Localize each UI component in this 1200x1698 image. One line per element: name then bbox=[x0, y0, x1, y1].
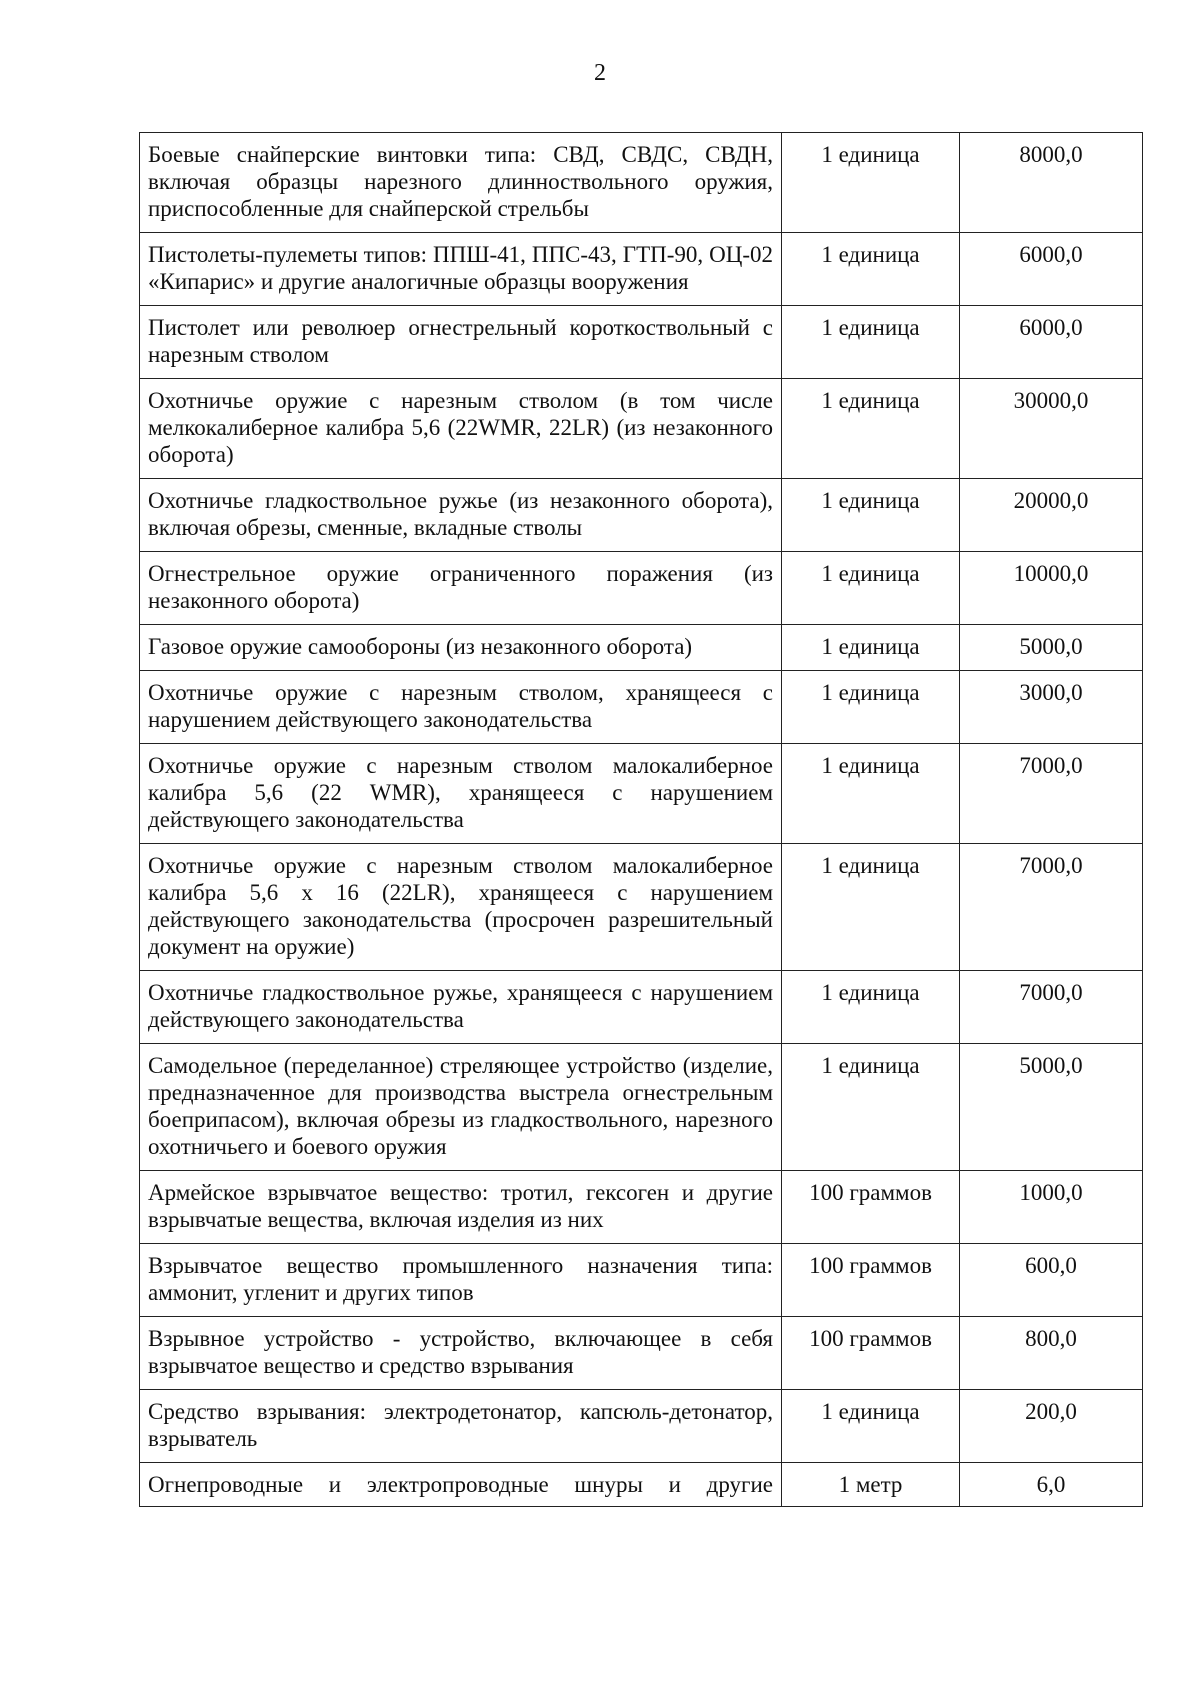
item-name-cell: Охотничье оружие с нарезным стволом малокалиберное калибра 5,6 х 16 (22LR), хранящееся с нарушением действующего законодательства (просрочен разрешительный документ на оружие) bbox=[140, 844, 782, 971]
amount-cell: 5000,0 bbox=[960, 625, 1143, 671]
amount-cell: 7000,0 bbox=[960, 971, 1143, 1044]
unit-cell: 1 единица bbox=[782, 233, 960, 306]
unit-cell: 1 единица bbox=[782, 971, 960, 1044]
unit-cell: 1 единица bbox=[782, 844, 960, 971]
table-row bbox=[140, 479, 1143, 552]
unit-cell: 1 единица bbox=[782, 1390, 960, 1463]
unit-cell: 100 граммов bbox=[782, 1244, 960, 1317]
amount-cell: 30000,0 bbox=[960, 379, 1143, 479]
table-row bbox=[140, 552, 1143, 625]
unit-cell: 1 единица bbox=[782, 671, 960, 744]
amount-cell: 6000,0 bbox=[960, 233, 1143, 306]
table-row bbox=[140, 744, 1143, 844]
table-row bbox=[140, 1171, 1143, 1244]
item-name-cell: Охотничье оружие с нарезным стволом, хранящееся с нарушением действующего законодательства bbox=[140, 671, 782, 744]
amount-cell: 20000,0 bbox=[960, 479, 1143, 552]
item-name-cell: Боевые снайперские винтовки типа: СВД, СВДС, СВДН, включая образцы нарезного длинноствольного оружия, приспособленные для снайперской стрельбы bbox=[140, 133, 782, 233]
amount-cell: 8000,0 bbox=[960, 133, 1143, 233]
table-row bbox=[140, 671, 1143, 744]
table-row bbox=[140, 625, 1143, 671]
item-name-cell: Огнепроводные и электропроводные шнуры и другие bbox=[140, 1463, 782, 1507]
unit-cell: 1 единица bbox=[782, 552, 960, 625]
table-row bbox=[140, 1044, 1143, 1171]
item-name-cell: Самодельное (переделанное) стреляющее устройство (изделие, предназначенное для производства выстрела огнестрельным боеприпасом), включая обрезы из гладкоствольного, нарезного охотничьего и боевого оружия bbox=[140, 1044, 782, 1171]
page-number: 2 bbox=[594, 60, 606, 86]
item-name-cell: Газовое оружие самообороны (из незаконного оборота) bbox=[140, 625, 782, 671]
amount-cell: 200,0 bbox=[960, 1390, 1143, 1463]
table-row bbox=[140, 233, 1143, 306]
table-row bbox=[140, 971, 1143, 1044]
item-name-cell: Пистолет или революер огнестрельный короткоствольный с нарезным стволом bbox=[140, 306, 782, 379]
amount-cell: 3000,0 bbox=[960, 671, 1143, 744]
unit-cell: 1 единица bbox=[782, 479, 960, 552]
table-row bbox=[140, 1244, 1143, 1317]
amount-cell: 6000,0 bbox=[960, 306, 1143, 379]
unit-cell: 1 единица bbox=[782, 306, 960, 379]
item-name-cell: Взрывчатое вещество промышленного назначения типа: аммонит, угленит и других типов bbox=[140, 1244, 782, 1317]
item-name-cell: Огнестрельное оружие ограниченного поражения (из незаконного оборота) bbox=[140, 552, 782, 625]
amount-cell: 10000,0 bbox=[960, 552, 1143, 625]
amount-cell: 5000,0 bbox=[960, 1044, 1143, 1171]
item-name-cell: Охотничье оружие с нарезным стволом (в том числе мелкокалиберное калибра 5,6 (22WMR, 22LR) (из незаконного оборота) bbox=[140, 379, 782, 479]
item-name-cell: Средство взрывания: электродетонатор, капсюль-детонатор, взрыватель bbox=[140, 1390, 782, 1463]
item-name-cell: Армейское взрывчатое вещество: тротил, гексоген и другие взрывчатые вещества, включая изделия из них bbox=[140, 1171, 782, 1244]
table-row bbox=[140, 306, 1143, 379]
unit-cell: 1 единица bbox=[782, 133, 960, 233]
amount-cell: 800,0 bbox=[960, 1317, 1143, 1390]
unit-cell: 1 единица bbox=[782, 1044, 960, 1171]
unit-cell: 1 единица bbox=[782, 625, 960, 671]
unit-cell: 1 единица bbox=[782, 379, 960, 479]
item-name-cell: Пистолеты-пулеметы типов: ППШ-41, ППС-43, ГТП-90, ОЦ-02 «Кипарис» и другие аналогичные образцы вооружения bbox=[140, 233, 782, 306]
amount-cell: 6,0 bbox=[960, 1463, 1143, 1507]
table-row bbox=[140, 379, 1143, 479]
unit-cell: 100 граммов bbox=[782, 1171, 960, 1244]
amount-cell: 7000,0 bbox=[960, 844, 1143, 971]
amount-cell: 600,0 bbox=[960, 1244, 1143, 1317]
unit-cell: 1 единица bbox=[782, 744, 960, 844]
item-name-cell: Охотничье гладкоствольное ружье (из незаконного оборота), включая обрезы, сменные, вкладные стволы bbox=[140, 479, 782, 552]
amount-cell: 7000,0 bbox=[960, 744, 1143, 844]
amount-cell: 1000,0 bbox=[960, 1171, 1143, 1244]
table-row bbox=[140, 844, 1143, 971]
table-row bbox=[140, 1463, 1143, 1507]
table-row bbox=[140, 1317, 1143, 1390]
item-name-cell: Охотничье гладкоствольное ружье, хранящееся с нарушением действующего законодательства bbox=[140, 971, 782, 1044]
unit-cell: 1 метр bbox=[782, 1463, 960, 1507]
unit-cell: 100 граммов bbox=[782, 1317, 960, 1390]
item-name-cell: Взрывное устройство - устройство, включающее в себя взрывчатое вещество и средство взрывания bbox=[140, 1317, 782, 1390]
table-row bbox=[140, 1390, 1143, 1463]
reward-price-table bbox=[139, 132, 1143, 1507]
table-row bbox=[140, 133, 1143, 233]
item-name-cell: Охотничье оружие с нарезным стволом малокалиберное калибра 5,6 (22 WMR), хранящееся с нарушением действующего законодательства bbox=[140, 744, 782, 844]
